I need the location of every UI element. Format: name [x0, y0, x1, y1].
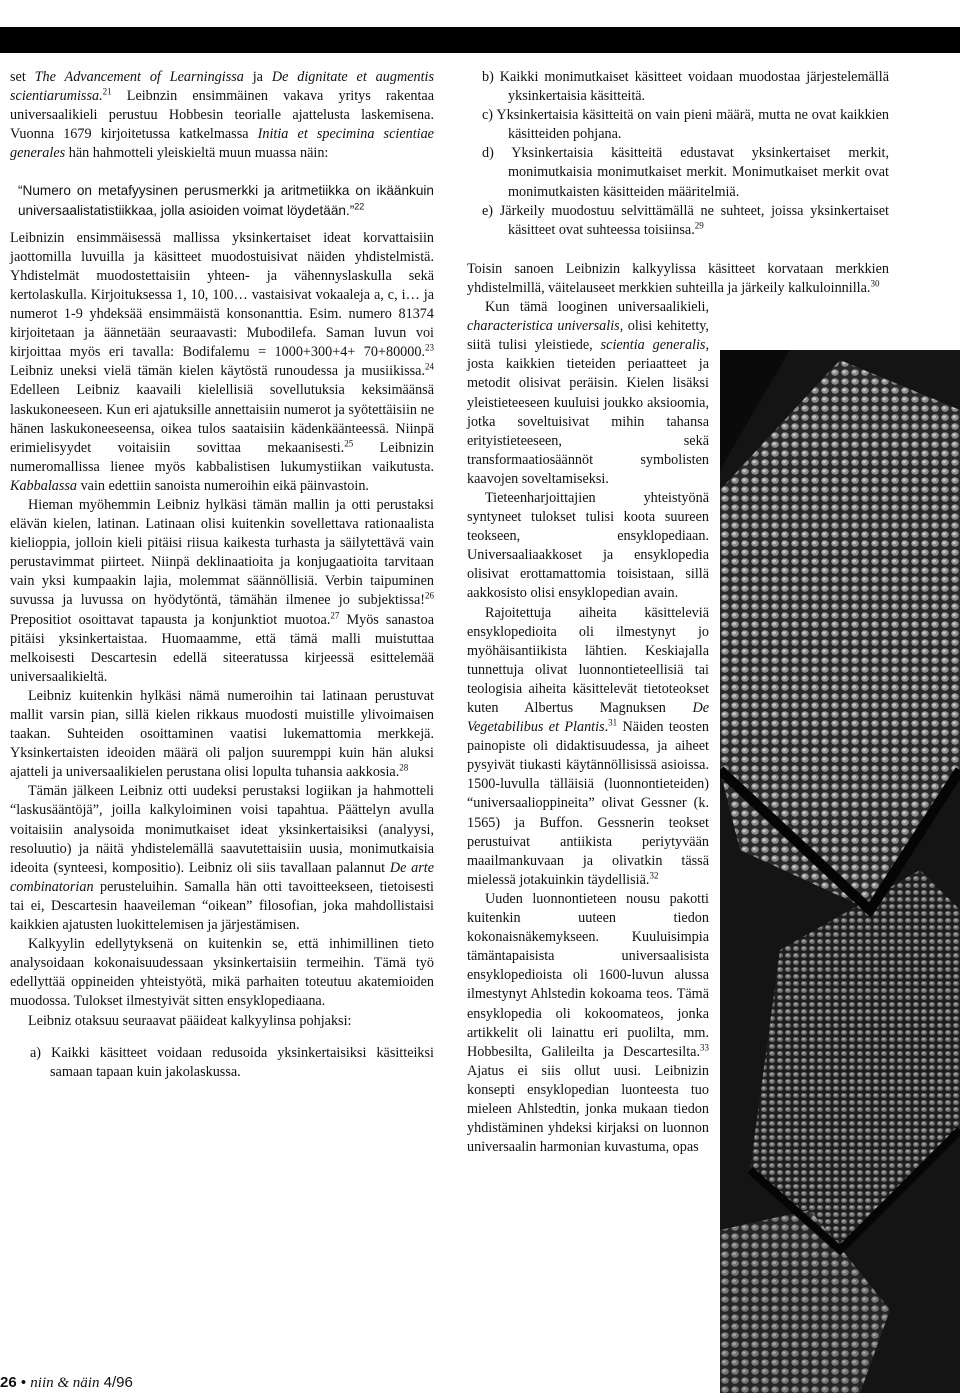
footnote-ref: 29 [694, 220, 704, 231]
footnote-ref: 30 [870, 278, 880, 289]
text: Leibnizin numeromallissa lienee myös kabbalistisen lukumystiikan vaikutusta. [10, 439, 434, 475]
paragraph [467, 890, 709, 1157]
text: hän hahmotteli yleiskieltä muun muassa näin: [65, 145, 329, 162]
footnote-ref: 22 [354, 201, 365, 212]
footnote-ref: 28 [399, 762, 409, 773]
book-title: Initia et specimina scientiae generales [10, 126, 434, 162]
text: Edelleen Leibniz kaavaili kielellisiä sovellutuksia keksimäänsä laskukoneeseen. Kun eri ajatuksille annettaisiin numerot ja syötettäisiin ne hänen laskukoneeseensa, oikea tulos saataisiin kädenkäänteessä. Niinpä erimielisyydet voitaisiin sovittaa mekaanisesti. [10, 382, 434, 456]
paragraph [467, 260, 889, 298]
text: Rajoitettuja aiheita käsitteleviä ensyklopedioita oli ilmestynyt jo myöhäisantiikista lähtien. Keskiajalla tunnettuja olivat luonnontieteellisiä tai teologisia aiheita käsittelevät tietoteokset kuten Albertus Magnuksen [467, 604, 709, 716]
footnote-ref: 32 [649, 870, 659, 881]
decorative-photo [720, 350, 960, 1393]
magazine-name: niin & näin [30, 1375, 100, 1391]
paragraph [10, 68, 434, 163]
paragraph [467, 604, 709, 890]
text: Leibnzin ensimmäinen vakava yritys rakentaa universaalikieli perustuu Hobbesin teorialle ajattelusta laskemisena. Vuonna 1679 kirjoitetussa katkelmassa [10, 88, 434, 143]
text: Leibniz uneksi vielä tämän kielen käytöstä runoudessa ja musiikissa. [10, 363, 425, 380]
footnote-ref: 25 [344, 437, 354, 448]
text: Uuden luonnontieteen nousu pakotti kuitenkin uuteen tiedon kokonaisnäkemykseen. Kuuluisimpia tämäntapaisista universaalisista ensyklopedioista oli 1600-luvun alussa ilmestynyt Ahlstedin kokoama teos. Tämä ensyklopedia oli kokoomateos, jonka artikkelit oli lainattu eri puolilta, mm. Hobbesilta, Galileilta ja Descartesilta. [467, 890, 709, 1060]
footnote-ref: 24 [425, 361, 434, 372]
idea-list-continued [467, 68, 889, 240]
list-item: d) Yksinkertaisia käsitteitä edustavat yksinkertaiset merkit, monimutkaisia monimutkaiset merkit. Monimutkaiset merkit ovat monimutkaisten käsitteiden määritelmiä. [482, 145, 889, 200]
footnote-ref: 31 [608, 717, 618, 728]
text: ja [243, 69, 272, 85]
book-title: De dignitate et augmentis scientiarumissa. [10, 69, 434, 105]
italic-term: scientia generalis [600, 337, 706, 354]
page-footer [0, 1374, 133, 1392]
narrow-text-block [467, 298, 709, 1157]
footnote-ref: 21 [102, 86, 112, 97]
idea-list [10, 1044, 434, 1082]
paragraph [467, 298, 709, 489]
quote-text: “Numero on metafyysinen perusmerkki ja aritmetiikka on ikäänkuin universaalistatistiikkaa, jolla asioiden voimat löydetään.” [18, 183, 434, 218]
text: Leibniz kuitenkin hylkäsi nämä numeroihin tai latinaan perustuvat mallit varsin pian, sillä kielen rikkaus muodosti muistille ylivoimaisen taakan. Suhteiden osoittaminen vaatisi lukemattomia merkkejä. Yksinkertaisten ideoiden määrä oli paljon suuremppi kuin hän aluksi ajatteli ja universaalikielen perustana olisi lopulta tuhansia aakkosia. [10, 687, 434, 781]
paragraph: Kalkyylin edellytyksenä on kuitenkin se, että inhimillinen tieto analysoidaan kokonaisuudessaan yksinkertaisiin termeihin. Tämä työ edellyttää oppineiden yhteistyötä, mikä parhaiten toteutuu akatemioiden muodossa. Tulokset ilmestyivät sitten ensyklopediaana. [10, 936, 434, 1010]
text: . [604, 719, 609, 736]
italic-term: characteristica universalis [467, 318, 620, 335]
page-number: 26 [0, 1374, 17, 1391]
text: Hieman myöhemmin Leibniz hylkäsi tämän mallin ja otti perustaksi elävän kielen, latinan. Latinaan olisi kuitenkin sovellettava rationaalista kielioppia, jolloin kieli pitäisi riisua kaikesta turhasta ja säilytettävä vain perustavimmat piirteet. Niinpä deklinaatioita ja konjugaatioita tarvitaan vain yksi kumpaakin lajia, molemmat säännöllisiä. Verbin taipuminen suvussa ja luvussa on hyödytöntä, tämähän ilmenee jo subjektissa! [10, 496, 434, 609]
book-title: The Advancement of Learningissa [34, 69, 244, 85]
list-item: a) Kaikki käsitteet voidaan redusoida yksinkertaisiksi käsitteiksi samaan tapaan kuin jakolaskussa. [30, 1044, 434, 1080]
header-bar [0, 27, 960, 53]
text: , olisi kehitetty, siitä tulisi yleistiede, [467, 318, 709, 354]
paragraph [10, 687, 434, 782]
paragraph [10, 229, 434, 496]
paragraph: Leibniz otaksuu seuraavat pääideat kalkyylinsa pohjaksi: [28, 1012, 352, 1029]
book-title: De arte combinatorian [10, 859, 434, 895]
paragraph [10, 782, 434, 935]
block-quote [10, 181, 434, 219]
issue-number: 4/96 [103, 1374, 133, 1391]
text: Prepositiot osoittavat tapausta ja konjunktiot muotoa. [10, 611, 331, 628]
list-item: b) Kaikki monimutkaiset käsitteet voidaan muodostaa järjestelemällä yksinkertaisia käsitteitä. [482, 69, 889, 105]
text: Myös sanastoa pitäisi yksinkertaistaa. Huomaamme, että tämä malli muistuttaa melkoisesti Descartesin edellä siteeratussa kirjeessä esittelemää universaalikieltä. [10, 611, 434, 685]
text: Toisin sanoen Leibnizin kalkyylissa käsitteet korvataan merkkien yhdistelmillä, väitelauseet merkkien suhteilla ja järkeily kalkuloinnilla. [467, 260, 889, 296]
text: perusteluihin. Samalla hän otti tavoitteekseen, tietoisesti tai ei, Descartesin haaveileman “oikean” filosofian, joka mahdollistaisi kaikkien ajatusten luokittelemisen ja järjestämisen. [10, 878, 434, 934]
italic-term: Kabbalassa [10, 477, 78, 494]
text: Tämän jälkeen Leibniz otti uudeksi perustaksi logiikan ja hahmotteli “laskusääntöjä”, joilla kalkyloiminen voisi tapahtua. Päättelyn avulla voitaisiin analysoida monimutkaiset ideat yksinkertaisiksi (analyysi, resoluutio) ja näitä yhdistelemällä saavutettaisiin uusia, monimutkaisia ideoita (synteesi, kompositio). Leibniz oli siis tavallaan palannut [10, 783, 434, 876]
footnote-ref: 26 [425, 590, 434, 601]
text: Leibnizin ensimmäisessä mallissa yksinkertaiset ideat korvattaisiin jaottomilla luvuilla ja käsitteet muodostuisivat näiden yhdistelmistä. Yhdistelmät muodostettaisiin yhteen- ja vähennyslaskulla sekä kertolaskulla. Kirjoituksessa 1, 10, 100… vastaisivat vokaaleja a, c, i… ja numerot 1-9 yhdeksää ensimmäistä konsonanttia. Esim. numero 81374 kirjoitetaan ja äännetään seuraavasti: Mubodilefa. Saman luvun voi kirjoittaa myös eri tavalla: Bodifalemu = 1000+300+4+ 70+80000. [10, 229, 434, 361]
paragraph: Tieteenharjoittajien yhteistyönä syntyneet tulokset tulisi koota suureen teokseen, ensyklopediaan. Universaaliaakkoset ja ensyklopedia olisivat erottamattomia toisistaan, sillä aakkosisto olisi ensyklopedian avain. [467, 489, 709, 602]
text: Kun tämä looginen universaalikieli, [485, 299, 709, 316]
text: , josta kaikkien tieteiden periaatteet ja metodit olisivat peräisin. Kielen lisäksi yleistieteeseen kuuluisi joukko aksioomia, jotka soveltuisivat mihin tahansa erityistieteeseen, sekä transformaatiosäännöt symbolisten kaavojen soveltamiseksi. [467, 337, 709, 487]
text: Näiden teosten painopiste oli didaktisuudessa, ja aiheet pysyivät tiukasti käytännöllisissä asioissa. 1500-luvulla tälläisiä (luonnontieteiden) “universaalioppineita” olivat Gessner (k. 1565) ja Buffon. Gessnerin teokset perustuivat antiikista periytyvään maailmankuvaan ja olivatkin tässä mielessä jotakuinkin täydellisiä. [467, 719, 709, 888]
book-title: De Vegetabilibus et Plantis [467, 700, 709, 736]
footnote-ref: 23 [425, 342, 434, 353]
text: vain edettiin sanoista numeroihin eikä päinvastoin. [77, 477, 369, 494]
list-item: c) Yksinkertaisia käsitteitä on vain pieni määrä, mutta ne ovat kaikkien käsitteiden pohjana. [482, 107, 889, 143]
textured-surface-image [720, 350, 960, 1393]
left-column [10, 68, 434, 1082]
text: e) Järkeily muodostuu selvittämällä ne suhteet, joissa yksinkertaiset käsitteet ovat suhteessa toisiinsa. [482, 202, 889, 238]
paragraph [10, 496, 434, 687]
bullet-separator: • [20, 1374, 27, 1391]
list-item [467, 202, 889, 240]
footnote-ref: 27 [330, 609, 340, 620]
text: set [10, 69, 35, 85]
text: Ajatus ei siis ollut uusi. Leibnizin konsepti ensyklopedian luonteesta tuo mieleen Ahlstedtin, jonka mukaan tiedon yhdistäminen yhdeksi kirjaksi on luonnon universaalin harmonian kuvastuma, opas [467, 1062, 709, 1156]
footnote-ref: 33 [700, 1041, 709, 1052]
